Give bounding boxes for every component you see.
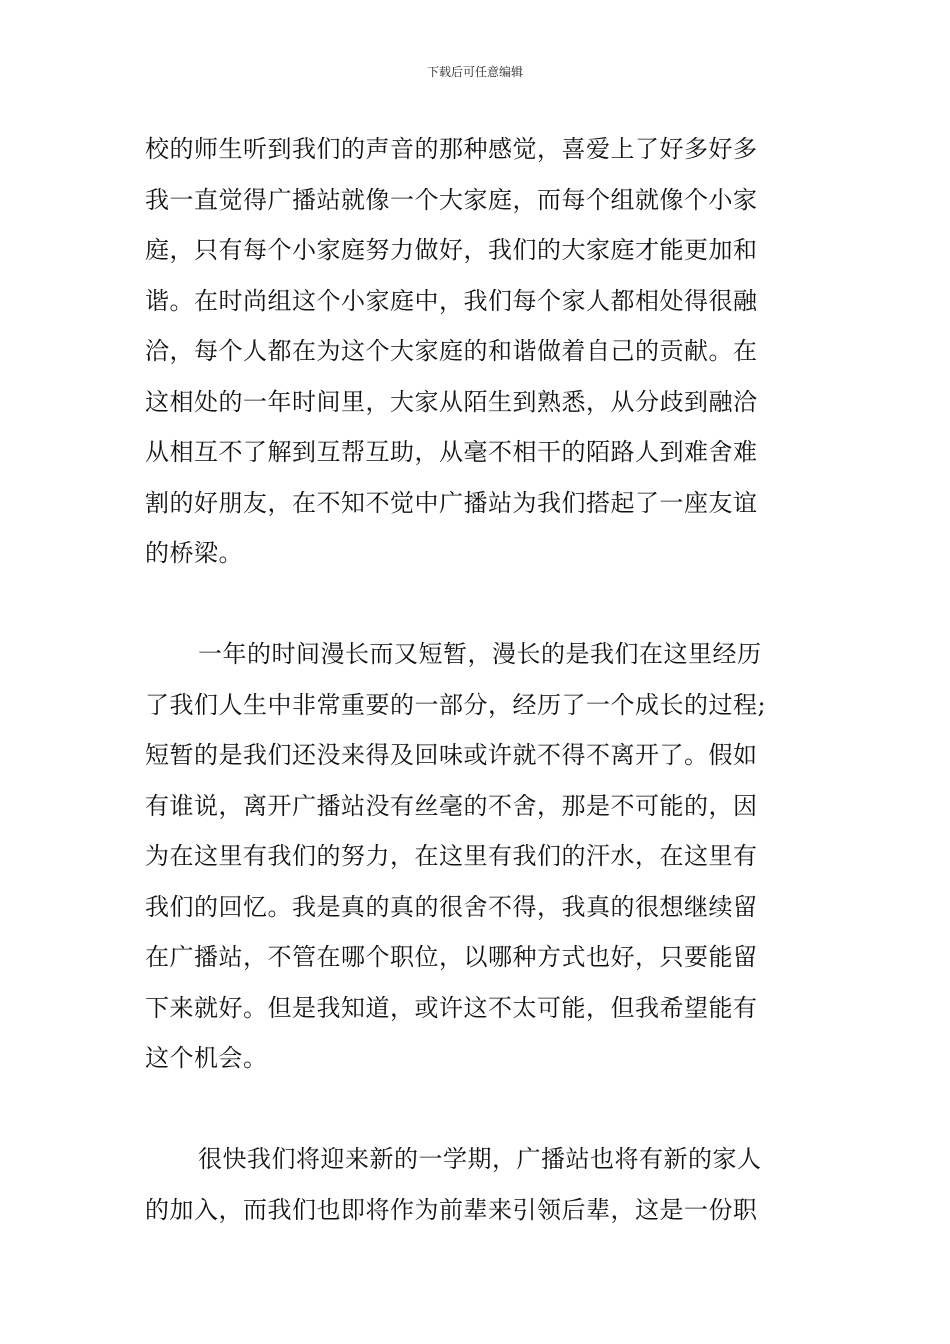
text-line: 的桥梁。 — [145, 539, 243, 567]
text-line-indented: 一年的时间漫长而又短暂，漫长的是我们在这里经历 — [198, 640, 762, 668]
text-line: 了我们人生中非常重要的一部分，经历了一个成长的过程; — [145, 690, 767, 719]
paragraph-1 — [145, 124, 810, 579]
text-line: 我们的回忆。我是真的真的很舍不得，我真的很想继续留 — [145, 892, 758, 921]
text-line: 这相处的一年时间里，大家从陌生到熟悉，从分歧到融洽 — [145, 387, 758, 416]
paragraph-2 — [145, 629, 810, 1084]
text-line: 这个机会。 — [145, 1044, 268, 1072]
text-line-indented: 很快我们将迎来新的一学期，广播站也将有新的家人 — [198, 1145, 762, 1173]
text-line: 割的好朋友，在不知不觉中广播站为我们搭起了一座友谊 — [145, 488, 758, 517]
text-line: 我一直觉得广播站就像一个大家庭，而每个组就像个小家 — [145, 185, 758, 214]
paragraph-spacer — [145, 579, 810, 630]
text-line: 短暂的是我们还没来得及回味或许就不得不离开了。假如 — [145, 741, 758, 769]
text-line: 为在这里有我们的努力，在这里有我们的汗水，在这里有 — [145, 842, 758, 870]
page-header: 下载后可任意编辑 — [426, 65, 523, 79]
paragraph-spacer — [145, 1084, 810, 1135]
text-line: 谐。在时尚组这个小家庭中，我们每个家人都相处得很融 — [145, 286, 758, 315]
paragraph-3 — [145, 1134, 810, 1235]
text-line: 下来就好。但是我知道，或许这不太可能，但我希望能有 — [145, 993, 758, 1022]
text-line: 在广播站，不管在哪个职位，以哪种方式也好，只要能留 — [145, 943, 758, 971]
text-line: 洽，每个人都在为这个大家庭的和谐做着自己的贡献。在 — [145, 337, 758, 365]
text-line: 庭，只有每个小家庭努力做好，我们的大家庭才能更加和 — [145, 236, 758, 264]
text-line: 的加入，而我们也即将作为前辈来引领后辈，这是一份职 — [145, 1195, 758, 1224]
text-line: 校的师生听到我们的声音的那种感觉，喜爱上了好多好多 — [145, 135, 758, 163]
text-line: 从相互不了解到互帮互助，从毫不相干的陌路人到难舍难 — [145, 438, 758, 466]
text-line: 有谁说，离开广播站没有丝毫的不舍，那是不可能的，因 — [145, 791, 758, 820]
document-body — [145, 124, 810, 1235]
